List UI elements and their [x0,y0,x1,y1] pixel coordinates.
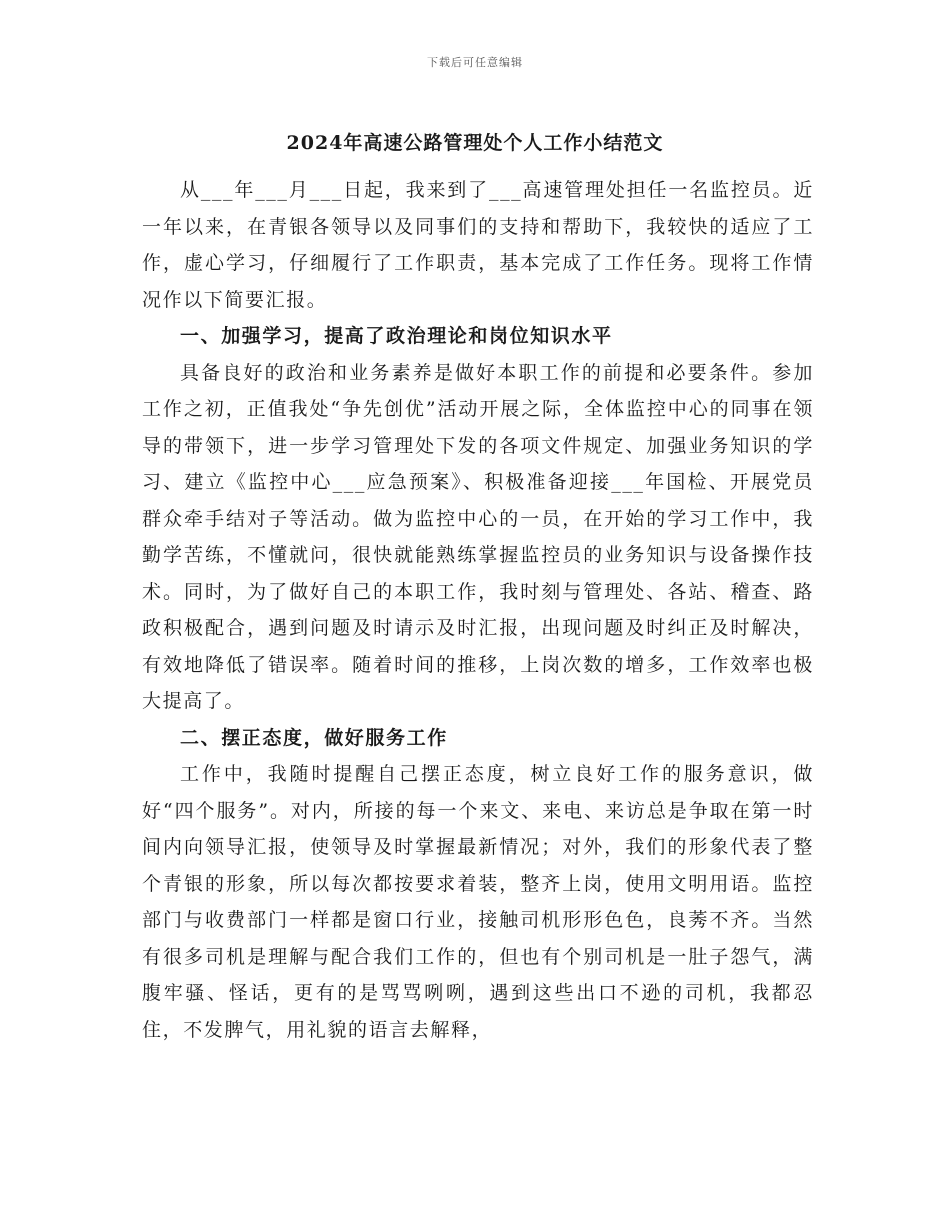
header-note: 下载后可任意编辑 [427,56,523,69]
document-body [142,172,814,1048]
intro-paragraph: 从___年___月___日起，我来到了___高速管理处担任一名监控员。近一年以来，在青银各领导以及同事们的支持和帮助下，我较快的适应了工作，虚心学习，仔细履行了工作职责，基本完成了工作任务。现将工作情况作以下简要汇报。 [142,179,814,311]
document-title: 2024年高速公路管理处个人工作小结范文 [286,132,664,154]
section-heading-2: 二、摆正态度，做好服务工作 [180,726,448,749]
section-2-paragraph: 工作中，我随时提醒自己摆正态度，树立良好工作的服务意识，做好“四个服务”。对内，所接的每一个来文、来电、来访总是争取在第一时间内向领导汇报，使领导及时掌握最新情况；对外，我们的形象代表了整个青银的形象，所以每次都按要求着装，整齐上岗，使用文明用语。监控部门与收费部门一样都是窗口行业，接触司机形形色色，良莠不齐。当然有很多司机是理解与配合我们工作的，但也有个别司机是一肚子怨气，满腹牢骚、怪话，更有的是骂骂咧咧，遇到这些出口不逊的司机，我都忍住，不发脾气，用礼貌的语言去解释， [142,763,814,1041]
section-1-paragraph: 具备良好的政治和业务素养是做好本职工作的前提和必要条件。参加工作之初，正值我处“争先创优”活动开展之际，全体监控中心的同事在领导的带领下，进一步学习管理处下发的各项文件规定、加强业务知识的学习、建立《监控中心___应急预案》、积极准备迎接___年国检、开展党员群众牵手结对子等活动。做为监控中心的一员，在开始的学习工作中，我勤学苦练，不懂就问，很快就能熟练掌握监控员的业务知识与设备操作技术。同时，为了做好自己的本职工作，我时刻与管理处、各站、稽查、路政积极配合，遇到问题及时请示及时汇报，出现问题及时纠正及时解决，有效地降低了错误率。随着时间的推移，上岗次数的增多，工作效率也极大提高了。 [142,361,814,712]
section-heading-1: 一、加强学习，提高了政治理论和岗位知识水平 [180,325,613,347]
